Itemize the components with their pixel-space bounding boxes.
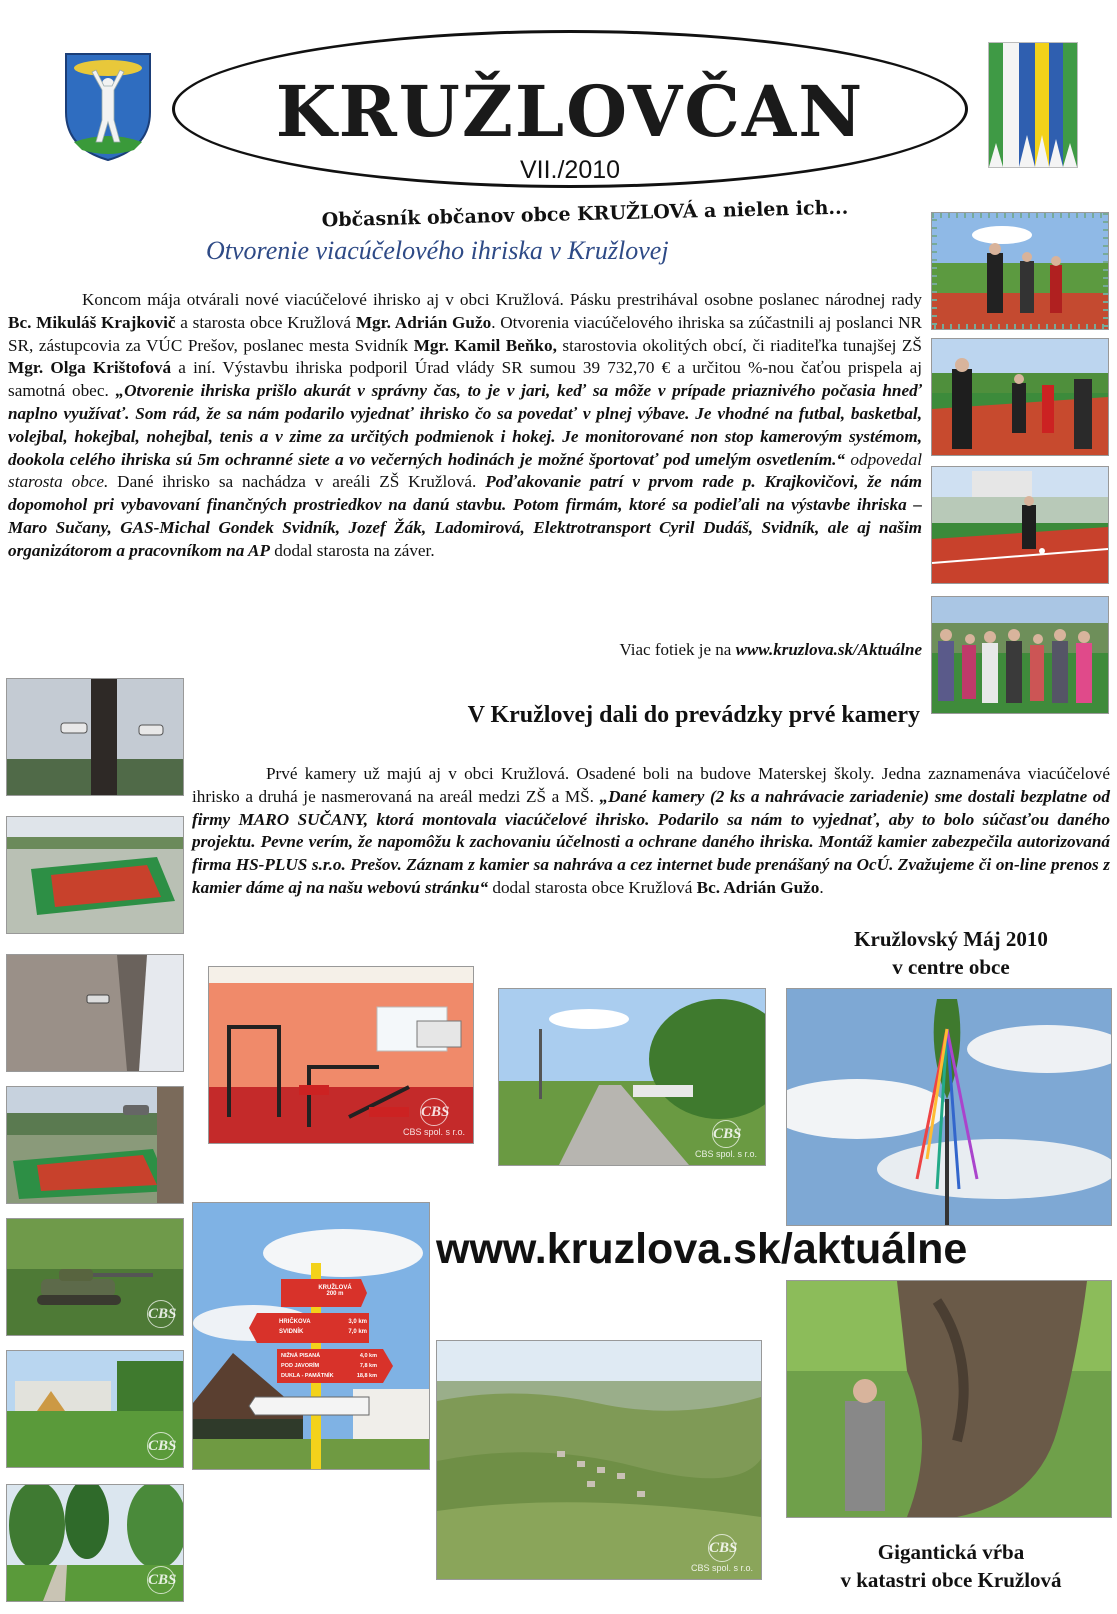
text-segment: a starosta obce Kružlová (175, 312, 356, 332)
photo-ribbon-cutting (931, 212, 1109, 330)
photo-link-note (540, 640, 922, 660)
text-segment: starostovia okolitých obcí, či riaditeľka tunajšej ZŠ (556, 335, 922, 355)
issue-date: VII./2010 (519, 156, 621, 184)
cbs-logo-text: CBS (147, 1300, 175, 1328)
article2-heading: V Kružlovej dali do prevádzky prvé kamery (467, 702, 920, 728)
cbs-watermark (403, 1098, 465, 1137)
cbs-company-text: CBS spol. s r.o. (694, 1149, 757, 1159)
photo-crowd-spectators (931, 596, 1109, 714)
cbs-logo-text: CBS (420, 1098, 448, 1126)
photo-guests-on-court (931, 338, 1109, 456)
photo-cameras-on-building (6, 678, 184, 796)
photo-playground-school (6, 1350, 184, 1468)
text-segment: a iní. Výstavbu ihriska podporil Úrad vlády SR sumou 39 732,70 € a určitou %-nou čaťou prispela aj samotná obec. (8, 358, 922, 401)
photo-first-kick (931, 466, 1109, 584)
cbs-watermark (695, 1120, 757, 1159)
website-url[interactable]: www.kruzlova.sk/aktuálne (436, 1225, 968, 1273)
text-segment: Koncom mája otvárali nové viacúčelové ihrisko aj v obci Kružlová. Pásku prestrihával osobne poslanec národnej rady (82, 290, 922, 309)
cbs-logo-text: CBS (708, 1534, 736, 1562)
text-segment: Prvé kamery už majú aj v obci Kružlová. Osadené boli na budove Materskej školy. Jedna zaznamenáva viacúčelové ihrisko a druhá je nasmerovaná na areál medzi ZŠ a MŠ. (192, 764, 1110, 806)
cbs-logo-text: CBS (147, 1566, 175, 1594)
cbs-watermark (147, 1566, 175, 1595)
text-segment: Mgr. Kamil Beňko, (413, 335, 557, 355)
article1-heading: Otvorenie viacúčelového ihriska v Kružlovej (206, 236, 669, 265)
text-segment: Mgr. Olga Krištofová (8, 358, 172, 378)
caption-maj: Kružlovský Máj 2010 v centre obce (854, 927, 1048, 979)
village-flag (988, 42, 1078, 168)
photo-village-road (498, 988, 766, 1166)
cbs-logo-text: CBS (147, 1432, 175, 1460)
text-segment: . (819, 877, 824, 897)
text-segment: dodal starosta na záver. (269, 540, 435, 560)
cbs-watermark (691, 1534, 753, 1573)
photo-hiking-signpost (192, 1202, 430, 1470)
caption-vrba: Gigantická vŕba v katastri obce Kružlová (840, 1540, 1062, 1592)
photo-village-panorama (436, 1340, 762, 1580)
tagline: Občasník občanov obce KRUŽLOVÁ a nielen ich... (321, 196, 849, 232)
text-segment: Bc. Adrián Gužo (696, 877, 820, 897)
photo-gym-room (208, 966, 474, 1144)
text-segment: Bc. Mikuláš Krajkovič (8, 312, 176, 332)
text-segment: Mgr. Adrián Gužo (355, 312, 492, 332)
sign-hrickova-svidnik: HRIČKOVA 3,0 km SVIDNÍK 7,0 km (279, 1319, 367, 1335)
article2-body (192, 763, 1110, 900)
photo-park-path (6, 1484, 184, 1602)
sign-nizna-pisana: NIŽNÁ PISANÁ 4,0 km POD JAVORÍM 7,8 km DUKLA - PAMÄTNÍK 18,8 km (281, 1353, 377, 1379)
cbs-watermark (147, 1432, 175, 1461)
photo-maypole (786, 988, 1112, 1226)
photo-court-from-camera (6, 1086, 184, 1204)
text-segment: „Dané kamery (2 ks a nahrávacie zariadenie) sme dostali bezplatne od firmy MARO SUČANY, ktorá montovala viacúčelové ihrisko. Podarilo sa nám to vyjednať, aby to bolo súčasťou daného projektu. Pevne verím, že napomôžu k zachovaniu účelnosti a ochrane daného ihriska. Montáž kamier zabezpečila autorizovaná firma HS-PLUS s.r.o. Prešov. Záznam z kamier sa nahráva a cez internet bude prenášaný na OcÚ. Zvažujeme či on-line prenos z kamier dáme aj na našu webovú stránku“ (192, 786, 1110, 897)
article1-body (8, 289, 922, 563)
sign-kruzlova: KRUŽLOVÁ 200 m (318, 1285, 352, 1297)
cbs-company-text: CBS spol. s r.o. (402, 1127, 465, 1137)
coat-of-arms-emblem (62, 50, 154, 162)
text-segment: Poďakovanie patrí v prvom rade p. Krajkovičovi, že nám dopomohol pri vybavovaní finančných prostriedkov na danú stavbu. Potom firmám, ktoré sa podieľali na výstavbe ihriska – Maro Sučany, GAS-Michal Gondek Svidník, Jozef Žák, Ladomirová, Elektrotransport Cyril Dudáš, Svidník, ale aj našim organizátorom a pracovníkom na AP (8, 472, 922, 560)
photo-tank-monument (6, 1218, 184, 1336)
text-segment: „Otvorenie ihriska prišlo akurát v správny čas, to je v jari, keď sa môže v prípade priaznivého počasia hneď naplno využívať. Som rád, že sa nám podarilo vyjednať ihrisko čo sa povedať v plnej výbave. Je vhodné na futbal, basketbal, volejbal, hokejbal, nohejbal, tenis a v zime za určitých podmienok i hokej. Je monitorované non stop kamerovým systémom, dookola celého ihriska sú 5m ochranné siete a vo večerných hodinách je možné športovať pod umelým osvetlením.“ (8, 381, 922, 469)
cbs-logo-text: CBS (712, 1120, 740, 1148)
photo-note-link[interactable]: www.kruzlova.sk/Aktuálne (735, 640, 922, 659)
text-segment: Dané ihrisko sa nachádza v areáli ZŠ Kružlová. (108, 472, 486, 492)
text-segment: . Otvorenia viacúčelového ihriska sa zúčastnili aj poslanci NR SR, zástupcovia za VÚC Prešov, poslanec mesta Svidník (8, 312, 922, 355)
masthead-title: KRUŽLOVČAN (275, 70, 865, 153)
text-segment: odpovedal starosta obce. (8, 449, 922, 492)
photo-court-aerial (6, 816, 184, 934)
cbs-watermark (147, 1300, 175, 1329)
text-segment: dodal starosta obce Kružlová (488, 877, 697, 897)
photo-camera-on-wall (6, 954, 184, 1072)
photo-note-prefix: Viac fotiek je na (619, 640, 736, 659)
cbs-company-text: CBS spol. s r.o. (690, 1563, 753, 1573)
photo-giant-willow (786, 1280, 1112, 1518)
